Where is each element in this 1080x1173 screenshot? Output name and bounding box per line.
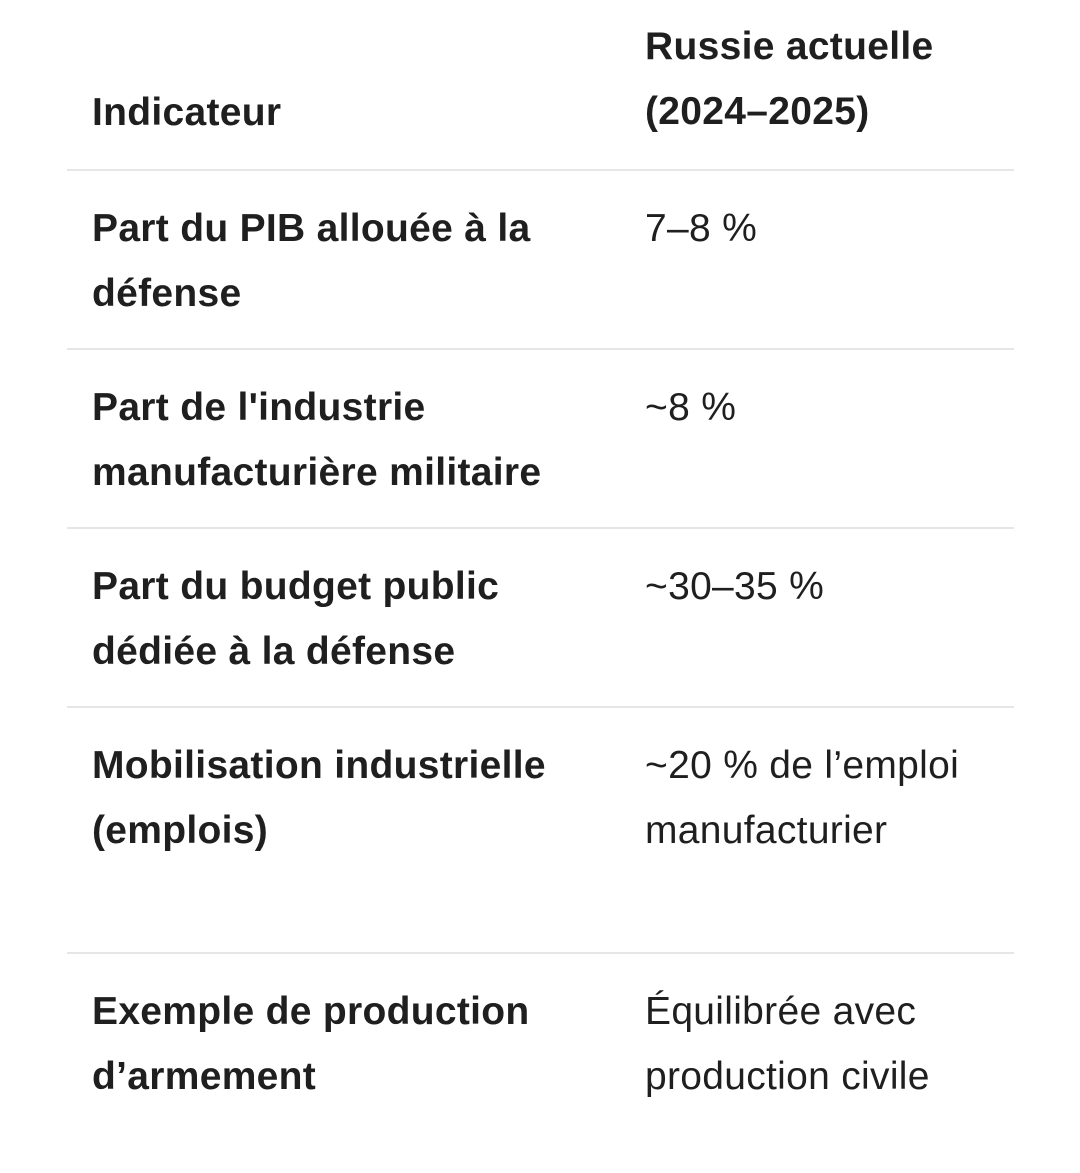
indicator-line: Exemple de production bbox=[92, 990, 530, 1033]
indicator-cell bbox=[92, 733, 612, 863]
indicator-line: d’armement bbox=[92, 1055, 317, 1098]
table-row bbox=[67, 171, 1014, 350]
header-russie-line1: Russie actuelle bbox=[645, 25, 934, 68]
indicator-line: Part du PIB allouée à la bbox=[92, 207, 531, 250]
indicator-cell bbox=[92, 554, 612, 684]
value-cell bbox=[645, 979, 1025, 1109]
table-row bbox=[67, 350, 1014, 529]
header-indicateur-text: Indicateur bbox=[92, 91, 282, 134]
indicator-line: défense bbox=[92, 272, 242, 315]
table-header-row bbox=[67, 0, 1014, 171]
header-russie-actuelle bbox=[645, 14, 1025, 144]
value-line: ~8 % bbox=[645, 386, 737, 429]
indicator-line: Part du budget public bbox=[92, 565, 500, 608]
comparison-table bbox=[67, 0, 1014, 1154]
table-row bbox=[67, 954, 1014, 1154]
value-line: Équilibrée avec bbox=[645, 990, 917, 1033]
value-line: ~30–35 % bbox=[645, 565, 825, 608]
value-cell bbox=[645, 554, 1025, 619]
indicator-cell bbox=[92, 979, 612, 1109]
table-row bbox=[67, 529, 1014, 708]
value-cell bbox=[645, 375, 1025, 440]
indicator-line: (emplois) bbox=[92, 809, 269, 852]
value-cell bbox=[645, 733, 1025, 863]
value-line: 7–8 % bbox=[645, 207, 758, 250]
value-line: manufacturier bbox=[645, 809, 888, 852]
header-indicateur bbox=[92, 80, 612, 145]
header-russie-line2: (2024–2025) bbox=[645, 90, 870, 133]
indicator-line: Part de l'industrie bbox=[92, 386, 426, 429]
value-cell bbox=[645, 196, 1025, 261]
indicator-line: dédiée à la défense bbox=[92, 630, 456, 673]
value-line: production civile bbox=[645, 1055, 930, 1098]
indicator-line: manufacturière militaire bbox=[92, 451, 542, 494]
indicator-cell bbox=[92, 196, 612, 326]
value-line: ~20 % de l’emploi bbox=[645, 744, 960, 787]
table-row bbox=[67, 708, 1014, 954]
indicator-cell bbox=[92, 375, 612, 505]
indicator-line: Mobilisation industrielle bbox=[92, 744, 546, 787]
